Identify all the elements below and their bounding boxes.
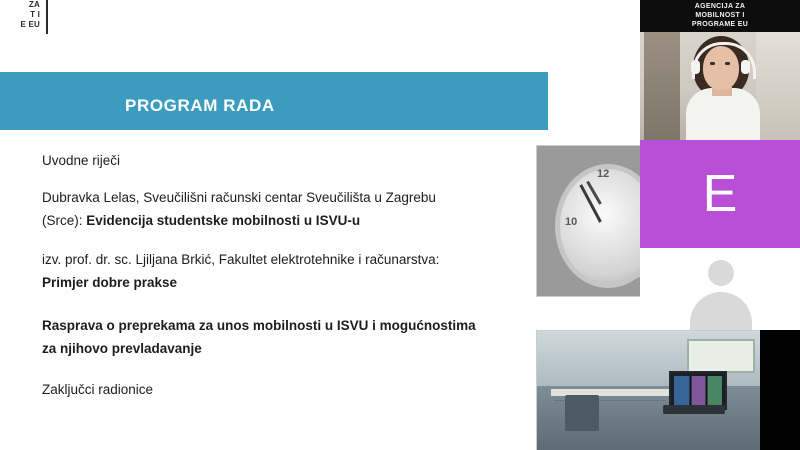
slide-line-7: za njihovo prevladavanje xyxy=(42,341,202,356)
speaker-tile[interactable] xyxy=(640,0,800,140)
laptop-base xyxy=(663,405,725,414)
slide-line-1: Uvodne riječi xyxy=(42,153,121,168)
banner-line-2: MOBILNOST I xyxy=(695,12,745,19)
headset-cup-right xyxy=(741,60,750,74)
clock-number-10: 10 xyxy=(565,216,578,228)
agency-logo xyxy=(0,0,48,34)
room-chair xyxy=(565,395,599,431)
speaker-background xyxy=(640,30,800,140)
background-wall xyxy=(756,30,800,140)
slide-line-5: Primjer dobre prakse xyxy=(42,275,178,290)
banner-line-3: PROGRAME EU xyxy=(691,21,749,28)
slide-line-6: Rasprava o preprekama za unos mobilnosti u ISVU i mogućnostima xyxy=(42,318,476,333)
laptop-video-grid xyxy=(674,376,722,405)
person-icon-body xyxy=(690,292,752,330)
agency-logo-line-1: ZA xyxy=(28,0,40,9)
slide-line-3 xyxy=(42,210,512,231)
slide-line-3-bold: Evidencija studentske mobilnosti u ISVU-u xyxy=(86,213,361,228)
video-call-panel[interactable] xyxy=(640,0,800,330)
classroom-laptop-photo xyxy=(536,330,762,450)
headset-cup-left xyxy=(691,60,700,74)
background-door xyxy=(644,30,680,140)
initial-avatar-tile[interactable] xyxy=(640,140,800,248)
agency-logo-line-2: T I xyxy=(30,10,40,19)
generic-avatar-tile[interactable] xyxy=(640,248,800,330)
banner-line-1: AGENCIJA ZA xyxy=(694,3,746,10)
slide-line-8: Zaključci radionice xyxy=(42,382,154,397)
slide-line-4: izv. prof. dr. sc. Ljiljana Brkić, Fakultet elektrotehnike i računarstva: xyxy=(42,252,440,267)
clock-number-12: 12 xyxy=(597,168,610,180)
speaker-organization-banner xyxy=(640,0,800,32)
slide-body xyxy=(42,150,512,416)
panel-background-fill xyxy=(760,330,800,450)
slide-title: PROGRAM RADA xyxy=(125,96,275,115)
agency-logo-line-3: E EU xyxy=(20,20,40,29)
person-icon-head xyxy=(708,260,734,286)
participant-initial: E xyxy=(702,165,738,223)
slide-line-2: Dubravka Lelas, Sveučilišni računski centar Sveučilišta u Zagrebu xyxy=(42,190,436,205)
slide-line-3-prefix: (Srce): xyxy=(42,213,87,228)
room-whiteboard xyxy=(687,339,755,373)
